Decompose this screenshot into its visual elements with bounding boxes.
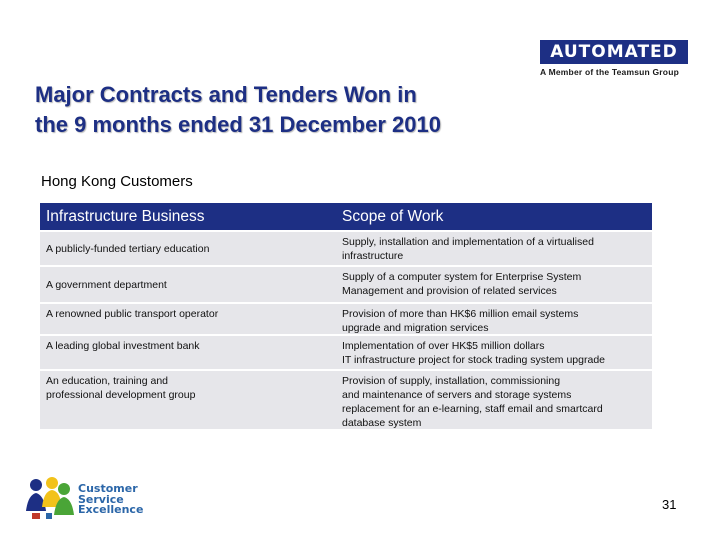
scope-cell: Implementation of over HK$5 million dollars IT infrastructure project for stock trading system upgrade — [338, 336, 652, 369]
customer-cell: A leading global investment bank — [40, 336, 338, 369]
header-scope-of-work: Scope of Work — [338, 203, 652, 230]
table-row — [40, 232, 652, 265]
table-row — [40, 304, 652, 334]
table-row — [40, 336, 652, 369]
logo-tagline: A Member of the Teamsun Group — [540, 67, 679, 77]
page-number: 31 — [662, 497, 677, 512]
slide-title: Major Contracts and Tenders Won in the 9 months ended 31 December 2010 — [35, 82, 441, 137]
customer-cell: A government department — [40, 267, 338, 302]
table-header-row — [40, 203, 652, 230]
table-row — [40, 267, 652, 302]
header-infrastructure-business: Infrastructure Business — [40, 203, 338, 230]
people-icon — [26, 477, 74, 519]
scope-cell: Supply of a computer system for Enterprise System Management and provision of related services — [338, 267, 652, 302]
customer-cell: A renowned public transport operator — [40, 304, 338, 334]
customer-cell: A publicly-funded tertiary education — [40, 232, 338, 265]
badge-text: Customer Service Excellence — [78, 482, 144, 516]
company-logo: AUTOMATED — [540, 40, 688, 64]
customer-cell: An education, training and professional development group — [40, 371, 338, 429]
scope-cell: Provision of supply, installation, commissioning and maintenance of servers and storage systems replacement for an e-learning, staff email and smartcard database system — [338, 371, 652, 429]
contracts-table — [40, 203, 652, 431]
table-row — [40, 371, 652, 429]
section-subtitle: Hong Kong Customers — [41, 173, 193, 190]
scope-cell: Supply, installation and implementation of a virtualised infrastructure — [338, 232, 652, 265]
scope-cell: Provision of more than HK$6 million email systems upgrade and migration services — [338, 304, 652, 334]
